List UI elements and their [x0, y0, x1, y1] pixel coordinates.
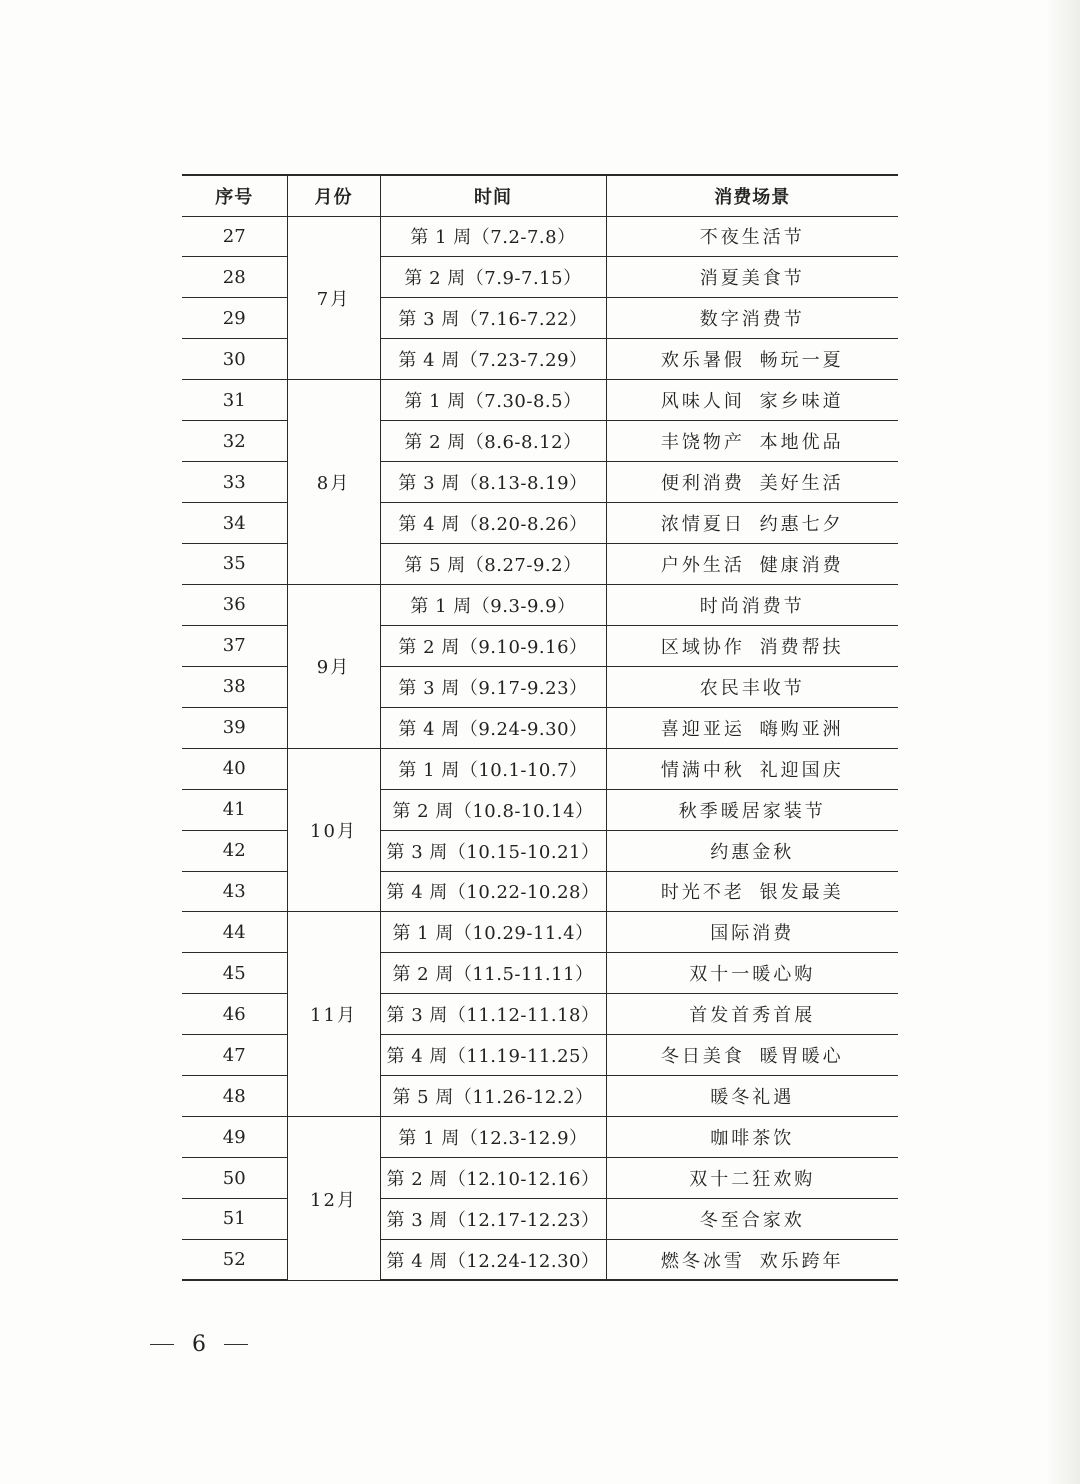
- table-row: [182, 584, 898, 625]
- cell-seq: 41: [182, 789, 287, 830]
- cell-scene: 双十一暖心购: [606, 953, 898, 994]
- page-footer: [150, 1332, 248, 1357]
- cell-scene: 数字消费节: [606, 298, 898, 339]
- cell-time: 第 1 周（7.2-7.8）: [380, 216, 606, 257]
- table-row: [182, 912, 898, 953]
- cell-seq: 47: [182, 1035, 287, 1076]
- cell-month: 11月: [287, 912, 380, 1117]
- cell-seq: 50: [182, 1158, 287, 1199]
- cell-seq: 30: [182, 339, 287, 380]
- cell-scene: 国际消费: [606, 912, 898, 953]
- cell-time: 第 3 周（9.17-9.23）: [380, 666, 606, 707]
- cell-seq: 35: [182, 544, 287, 585]
- page-edge-shadow: [1046, 0, 1080, 1484]
- cell-time: 第 1 周（9.3-9.9）: [380, 584, 606, 625]
- cell-time: 第 2 周（7.9-7.15）: [380, 257, 606, 298]
- cell-time: 第 4 周（12.24-12.30）: [380, 1239, 606, 1280]
- cell-seq: 37: [182, 625, 287, 666]
- cell-seq: 51: [182, 1199, 287, 1240]
- cell-time: 第 3 周（8.13-8.19）: [380, 462, 606, 503]
- cell-seq: 33: [182, 462, 287, 503]
- cell-time: 第 2 周（8.6-8.12）: [380, 421, 606, 462]
- cell-time: 第 5 周（8.27-9.2）: [380, 544, 606, 585]
- cell-seq: 46: [182, 994, 287, 1035]
- cell-time: 第 1 周（10.29-11.4）: [380, 912, 606, 953]
- header-scene: 消费场景: [606, 175, 898, 216]
- cell-seq: 45: [182, 953, 287, 994]
- table-row: [182, 1117, 898, 1158]
- cell-seq: 43: [182, 871, 287, 912]
- cell-time: 第 4 周（10.22-10.28）: [380, 871, 606, 912]
- cell-scene: 冬至合家欢: [606, 1199, 898, 1240]
- cell-scene: 消夏美食节: [606, 257, 898, 298]
- cell-time: 第 3 周（11.12-11.18）: [380, 994, 606, 1035]
- cell-seq: 28: [182, 257, 287, 298]
- cell-month: 9月: [287, 584, 380, 748]
- cell-time: 第 4 周（7.23-7.29）: [380, 339, 606, 380]
- cell-month: 8月: [287, 380, 380, 585]
- cell-scene: 浓情夏日 约惠七夕: [606, 503, 898, 544]
- cell-seq: 34: [182, 503, 287, 544]
- cell-time: 第 1 周（12.3-12.9）: [380, 1117, 606, 1158]
- cell-seq: 39: [182, 707, 287, 748]
- cell-time: 第 2 周（12.10-12.16）: [380, 1158, 606, 1199]
- cell-time: 第 1 周（10.1-10.7）: [380, 748, 606, 789]
- cell-seq: 42: [182, 830, 287, 871]
- cell-seq: 27: [182, 216, 287, 257]
- cell-time: 第 3 周（10.15-10.21）: [380, 830, 606, 871]
- cell-time: 第 4 周（8.20-8.26）: [380, 503, 606, 544]
- cell-scene: 风味人间 家乡味道: [606, 380, 898, 421]
- cell-scene: 情满中秋 礼迎国庆: [606, 748, 898, 789]
- cell-scene: 暖冬礼遇: [606, 1076, 898, 1117]
- cell-seq: 31: [182, 380, 287, 421]
- cell-scene: 户外生活 健康消费: [606, 544, 898, 585]
- cell-scene: 时光不老 银发最美: [606, 871, 898, 912]
- cell-time: 第 2 周（10.8-10.14）: [380, 789, 606, 830]
- footer-dash-left: [150, 1344, 174, 1346]
- cell-scene: 秋季暖居家装节: [606, 789, 898, 830]
- cell-scene: 农民丰收节: [606, 666, 898, 707]
- cell-scene: 双十二狂欢购: [606, 1158, 898, 1199]
- cell-scene: 冬日美食 暖胃暖心: [606, 1035, 898, 1076]
- page-number: 6: [192, 1332, 206, 1357]
- header-time: 时间: [380, 175, 606, 216]
- cell-scene: 欢乐暑假 畅玩一夏: [606, 339, 898, 380]
- cell-month: 12月: [287, 1117, 380, 1281]
- cell-time: 第 3 周（12.17-12.23）: [380, 1199, 606, 1240]
- cell-scene: 咖啡茶饮: [606, 1117, 898, 1158]
- cell-time: 第 2 周（9.10-9.16）: [380, 625, 606, 666]
- cell-seq: 44: [182, 912, 287, 953]
- cell-scene: 喜迎亚运 嗨购亚洲: [606, 707, 898, 748]
- cell-time: 第 2 周（11.5-11.11）: [380, 953, 606, 994]
- cell-scene: 区域协作 消费帮扶: [606, 625, 898, 666]
- cell-scene: 约惠金秋: [606, 830, 898, 871]
- cell-time: 第 4 周（11.19-11.25）: [380, 1035, 606, 1076]
- cell-seq: 29: [182, 298, 287, 339]
- table-row: [182, 380, 898, 421]
- table-body: [182, 216, 898, 1280]
- cell-seq: 38: [182, 666, 287, 707]
- cell-scene: 便利消费 美好生活: [606, 462, 898, 503]
- cell-seq: 48: [182, 1076, 287, 1117]
- header-month: 月份: [287, 175, 380, 216]
- cell-seq: 36: [182, 584, 287, 625]
- cell-seq: 49: [182, 1117, 287, 1158]
- cell-time: 第 4 周（9.24-9.30）: [380, 707, 606, 748]
- cell-seq: 40: [182, 748, 287, 789]
- consumption-schedule-table: [182, 174, 898, 1281]
- cell-scene: 首发首秀首展: [606, 994, 898, 1035]
- cell-scene: 不夜生活节: [606, 216, 898, 257]
- cell-time: 第 1 周（7.30-8.5）: [380, 380, 606, 421]
- footer-dash-right: [224, 1344, 248, 1346]
- table-row: [182, 748, 898, 789]
- cell-scene: 燃冬冰雪 欢乐跨年: [606, 1239, 898, 1280]
- table-header-row: [182, 175, 898, 216]
- cell-seq: 32: [182, 421, 287, 462]
- cell-time: 第 5 周（11.26-12.2）: [380, 1076, 606, 1117]
- cell-month: 10月: [287, 748, 380, 912]
- cell-scene: 时尚消费节: [606, 584, 898, 625]
- cell-seq: 52: [182, 1239, 287, 1280]
- cell-scene: 丰饶物产 本地优品: [606, 421, 898, 462]
- cell-month: 7月: [287, 216, 380, 380]
- cell-time: 第 3 周（7.16-7.22）: [380, 298, 606, 339]
- header-seq: 序号: [182, 175, 287, 216]
- table-row: [182, 216, 898, 257]
